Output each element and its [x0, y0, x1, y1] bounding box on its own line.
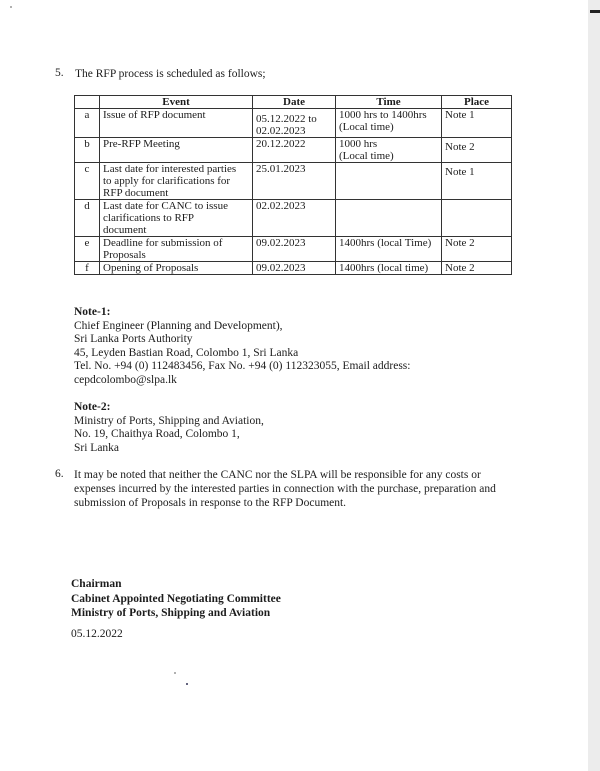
header-place: Place — [442, 96, 512, 109]
row-time: 1000 hrs (Local time) — [336, 138, 442, 163]
table-header-row — [75, 96, 512, 109]
row-date: 05.12.2022 to 02.02.2023 — [253, 109, 336, 138]
row-place: Note 1 — [442, 163, 512, 200]
row-id: d — [75, 200, 100, 237]
scan-edge-mark — [590, 10, 600, 13]
row-id: f — [75, 262, 100, 275]
signature-title: Chairman — [71, 578, 122, 590]
table-row — [75, 138, 512, 163]
signature-committee: Cabinet Appointed Negotiating Committee — [71, 592, 281, 605]
signature-block — [71, 577, 281, 621]
table-row — [75, 163, 512, 200]
row-id: c — [75, 163, 100, 200]
row-place — [442, 200, 512, 237]
header-date: Date — [253, 96, 336, 109]
scan-speck — [186, 683, 188, 685]
row-event: Last date for CANC to issue clarifications to RFP document — [100, 200, 253, 237]
row-time: 1000 hrs to 1400hrs (Local time) — [336, 109, 442, 138]
row-place: Note 1 — [442, 109, 512, 138]
row-date: 25.01.2023 — [253, 163, 336, 200]
row-time: 1400hrs (local Time) — [336, 237, 442, 262]
row-date: 09.02.2023 — [253, 262, 336, 275]
row-event: Deadline for submission of Proposals — [100, 237, 253, 262]
row-place: Note 2 — [442, 262, 512, 275]
table-row — [75, 237, 512, 262]
row-date: 02.02.2023 — [253, 200, 336, 237]
note-1-line: 45, Leyden Bastian Road, Colombo 1, Sri Lanka — [74, 346, 299, 359]
signature-ministry: Ministry of Ports, Shipping and Aviation — [71, 607, 271, 619]
note-1-title: Note-1: — [74, 306, 111, 318]
rfp-schedule-table — [74, 95, 512, 275]
note-1-line: Chief Engineer (Planning and Development), — [74, 319, 283, 332]
section-5-number: 5. — [55, 67, 64, 79]
row-event: Pre-RFP Meeting — [100, 138, 253, 163]
row-time: 1400hrs (local time) — [336, 262, 442, 275]
note-1-line: Sri Lanka Ports Authority — [74, 333, 193, 345]
table-row — [75, 200, 512, 237]
document-date: 05.12.2022 — [71, 628, 123, 640]
header-id — [75, 96, 100, 109]
scan-speck — [174, 672, 176, 674]
row-time — [336, 200, 442, 237]
page-edge-shadow — [588, 0, 600, 771]
note-1-line: Tel. No. +94 (0) 112483456, Fax No. +94 (0) 112323055, Email address: — [74, 360, 411, 372]
row-id: b — [75, 138, 100, 163]
row-event: Issue of RFP document — [100, 109, 253, 138]
table-row — [75, 109, 512, 138]
note-2-line: No. 19, Chaithya Road, Colombo 1, — [74, 428, 240, 440]
row-event: Last date for interested parties to apply for clarifications for RFP document — [100, 163, 253, 200]
row-id: e — [75, 237, 100, 262]
section-5-text: The RFP process is scheduled as follows; — [75, 68, 266, 80]
note-1-email: cepdcolombo@slpa.lk — [74, 373, 177, 386]
row-id: a — [75, 109, 100, 138]
header-event: Event — [100, 96, 253, 109]
note-2-line: Sri Lanka — [74, 441, 120, 454]
note-2-block — [74, 401, 264, 455]
row-date: 09.02.2023 — [253, 237, 336, 262]
row-place: Note 2 — [442, 138, 512, 163]
section-6-number: 6. — [55, 468, 64, 480]
scan-speck — [10, 6, 12, 8]
table-row — [75, 262, 512, 275]
note-1-block — [74, 306, 410, 387]
row-time — [336, 163, 442, 200]
section-6-text: It may be noted that neither the CANC nor the SLPA will be responsible for any costs or expenses incurred by the interested parties in connection with the purchase, preparation and submission of Proposals in response to the RFP Document. — [74, 469, 496, 509]
row-date: 20.12.2022 — [253, 138, 336, 163]
note-2-title: Note-2: — [74, 401, 111, 413]
row-event: Opening of Proposals — [100, 262, 253, 275]
row-place: Note 2 — [442, 237, 512, 262]
note-2-line: Ministry of Ports, Shipping and Aviation, — [74, 414, 264, 427]
header-time: Time — [336, 96, 442, 109]
